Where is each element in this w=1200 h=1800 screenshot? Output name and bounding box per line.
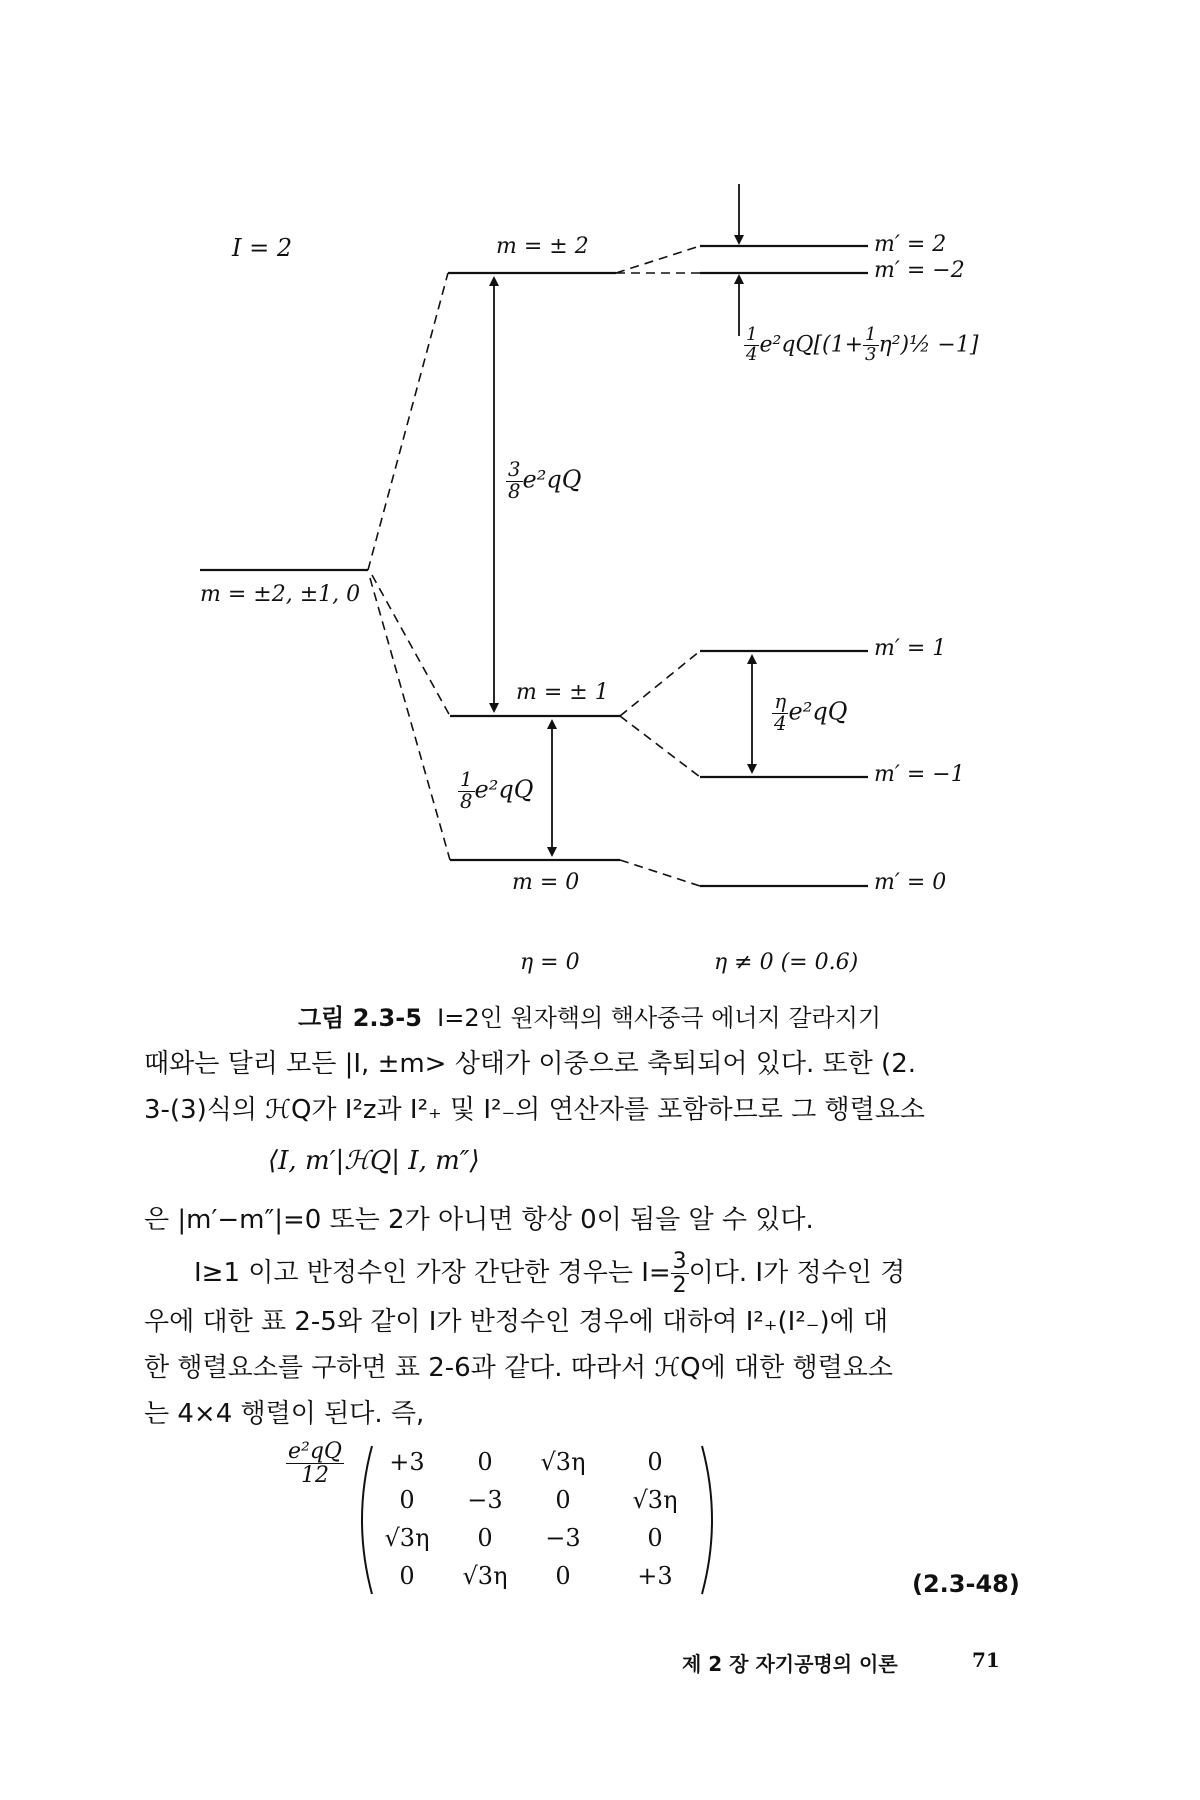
body-line-2: 3-(3)식의 ℋQ가 I²z과 I²₊ 및 I²₋의 연산자를 포함하므로 그 행렬요소 bbox=[144, 1095, 925, 1125]
matrix-cell: 0 bbox=[647, 1524, 663, 1552]
matrix-cell: 0 bbox=[555, 1562, 571, 1590]
right-m0-label: m′ = 0 bbox=[874, 870, 947, 895]
level-m0-label: m = 0 bbox=[512, 870, 580, 895]
caption-number: 그림 2.3-5 bbox=[298, 1004, 422, 1032]
eta-nonzero-label: η ≠ 0 (= 0.6) bbox=[714, 950, 859, 975]
spin-label: I = 2 bbox=[232, 234, 293, 262]
gap-38-label: $\frac{3}{8}$ e²qQ bbox=[508, 458, 582, 503]
matrix-cell: −3 bbox=[467, 1486, 503, 1514]
body-line-3: 은 |m′−m″|=0 또는 2가 아니면 항상 0이 됨을 알 수 있다. bbox=[144, 1205, 814, 1235]
matrix-cell: +3 bbox=[389, 1448, 425, 1476]
matrix-cell: √3η bbox=[462, 1562, 508, 1590]
matrix-cell: √3η bbox=[540, 1448, 586, 1476]
body-line-6: 한 행렬요소를 구하면 표 2-6과 같다. 따라서 ℋQ에 대한 행렬요소 bbox=[144, 1353, 893, 1383]
footer-chapter: 제 2 장 자기공명의 이론 bbox=[682, 1652, 898, 1676]
body-line-1: 때와는 달리 모든 |I, ±m> 상태가 이중으로 축퇴되어 있다. 또한 (2. bbox=[144, 1049, 917, 1079]
matrix-cell: 0 bbox=[399, 1562, 415, 1590]
matrix-element: ⟨I, m′|ℋQ| I, m″⟩ bbox=[268, 1146, 480, 1176]
matrix-cell: 0 bbox=[555, 1486, 571, 1514]
matrix-cell: 0 bbox=[647, 1448, 663, 1476]
equation-number: (2.3-48) bbox=[912, 1570, 1020, 1598]
caption-text: I=2인 원자핵의 핵사중극 에너지 갈라지기 bbox=[437, 1004, 882, 1032]
matrix-cell: 0 bbox=[399, 1486, 415, 1514]
level-m1-label: m = ± 1 bbox=[516, 680, 609, 705]
matrix-cell: −3 bbox=[545, 1524, 581, 1552]
matrix-cell: √3η bbox=[632, 1486, 678, 1514]
body-line-5: 우에 대한 표 2-5와 같이 I가 반정수인 경우에 대하여 I²₊(I²₋)에 대 bbox=[144, 1307, 889, 1337]
level-m2-label: m = ± 2 bbox=[496, 234, 589, 259]
body-line-4: I≥1 이고 반정수인 가장 간단한 경우는 I= $\frac{3}{2}$ 이다. I가 정수인 경 bbox=[194, 1249, 906, 1299]
right-m1p-label: m′ = 1 bbox=[874, 636, 947, 661]
matrix-cell: 0 bbox=[477, 1524, 493, 1552]
gap-top-label: $\frac{1}{4}$ e²qQ[(1+ $\frac{1}{3}$ η²)½ −1] bbox=[746, 324, 979, 365]
equation-prefactor: $\frac{\text{e²qQ}}{12}$ bbox=[288, 1439, 342, 1489]
matrix-cell: √3η bbox=[384, 1524, 430, 1552]
degenerate-label: m = ±2, ±1, 0 bbox=[200, 582, 361, 607]
body-line-7: 는 4×4 행렬이 된다. 즉, bbox=[144, 1399, 425, 1429]
matrix-cell: 0 bbox=[477, 1448, 493, 1476]
right-m2m-label: m′ = −2 bbox=[874, 258, 965, 283]
eta-zero-label: η = 0 bbox=[520, 950, 580, 975]
gap-eta4-label: $\frac{\eta}{4}$ e²qQ bbox=[774, 690, 848, 735]
right-m1m-label: m′ = −1 bbox=[874, 762, 965, 787]
gap-18-label: $\frac{1}{8}$ e²qQ bbox=[460, 768, 534, 813]
matrix-cell: +3 bbox=[637, 1562, 673, 1590]
footer-page-number: 71 bbox=[972, 1648, 1000, 1672]
right-m2p-label: m′ = 2 bbox=[874, 232, 947, 257]
